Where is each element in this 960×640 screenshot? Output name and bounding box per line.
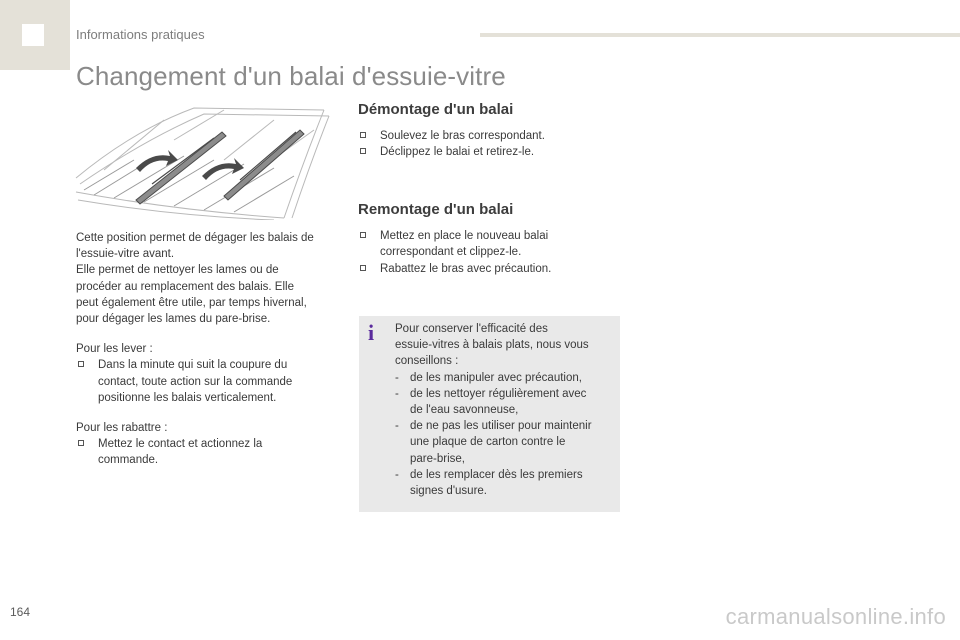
header-rule (480, 33, 960, 37)
info-item-line: de ne pas les utiliser pour maintenir (410, 420, 592, 433)
info-icon: i (368, 320, 375, 345)
info-item (395, 386, 612, 418)
removal-step-text: Déclippez le balai et retirez-le. (380, 146, 535, 159)
refit-step-line: correspondant et clippez-le. (380, 246, 522, 259)
lower-step-line: Mettez le contact et actionnez la (98, 438, 263, 451)
checkbox-icon (360, 232, 366, 238)
removal-step-text: Soulevez le bras correspondant. (380, 130, 545, 143)
intro-line: peut également être utile, par temps hivernal, (76, 296, 307, 309)
removal-heading: Démontage d'un balai (358, 101, 514, 118)
raise-step-line: positionne les balais verticalement. (98, 391, 277, 404)
page-title: Changement d'un balai d'essuie-vitre (76, 61, 506, 91)
info-intro-line: conseillons : (395, 355, 459, 368)
checkbox-icon (78, 361, 84, 367)
header-corner-tab (0, 0, 70, 70)
checkbox-icon (360, 132, 366, 138)
page-number: 164 (10, 605, 31, 619)
lower-step (76, 436, 341, 468)
refit-step (358, 261, 628, 277)
dash-marker: - (395, 371, 399, 384)
info-item-line: de l'eau savonneuse, (410, 404, 519, 417)
info-item-line: de les manipuler avec précaution, (410, 371, 582, 384)
info-item-line: signes d'usure. (410, 485, 487, 498)
lower-label: Pour les rabattre : (76, 422, 168, 435)
info-intro-line: essuie-vitres à balais plats, nous vous (395, 339, 589, 352)
intro-line: pour dégager les lames du pare-brise. (76, 313, 271, 326)
raise-step-line: Dans la minute qui suit la coupure du (98, 359, 288, 372)
info-box (359, 316, 620, 512)
raise-step (76, 357, 341, 406)
refit-step (358, 228, 628, 260)
info-item (395, 418, 612, 467)
windshield-wiper-illustration (74, 100, 336, 220)
intro-line: procéder au remplacement des balais. Elle (76, 280, 294, 293)
watermark: carmanualsonline.info (725, 604, 946, 629)
info-item-line: pare-brise, (410, 452, 465, 465)
left-column (76, 230, 341, 469)
raise-label: Pour les lever : (76, 343, 153, 356)
removal-section (358, 102, 628, 161)
refit-step-line: Mettez en place le nouveau balai (380, 230, 549, 243)
header-corner-square (22, 24, 44, 46)
info-item-line: de les remplacer dès les premiers (410, 468, 583, 481)
dash-marker: - (395, 387, 399, 400)
lower-step-line: commande. (98, 454, 159, 467)
raise-step-line: contact, toute action sur la commande (98, 375, 293, 388)
refit-heading: Remontage d'un balai (358, 201, 514, 218)
info-intro-line: Pour conserver l'efficacité des (395, 323, 548, 335)
removal-step (358, 144, 628, 160)
intro-line: Cette position permet de dégager les balais de (76, 232, 314, 244)
intro-paragraph (76, 230, 341, 327)
info-item (395, 370, 612, 386)
refit-section (358, 202, 628, 277)
checkbox-icon (360, 148, 366, 154)
intro-line: Elle permet de nettoyer les lames ou de (76, 264, 279, 277)
dash-marker: - (395, 468, 399, 481)
section-label: Informations pratiques (76, 27, 205, 42)
checkbox-icon (360, 265, 366, 271)
intro-line: l'essuie-vitre avant. (76, 248, 175, 261)
info-item-line: de les nettoyer régulièrement avec (410, 387, 587, 400)
info-item (395, 467, 612, 499)
dash-marker: - (395, 420, 399, 433)
info-intro (395, 321, 612, 370)
removal-step (358, 128, 628, 144)
checkbox-icon (78, 440, 84, 446)
info-item-line: une plaque de carton contre le (410, 436, 566, 449)
refit-step-text: Rabattez le bras avec précaution. (380, 262, 552, 275)
